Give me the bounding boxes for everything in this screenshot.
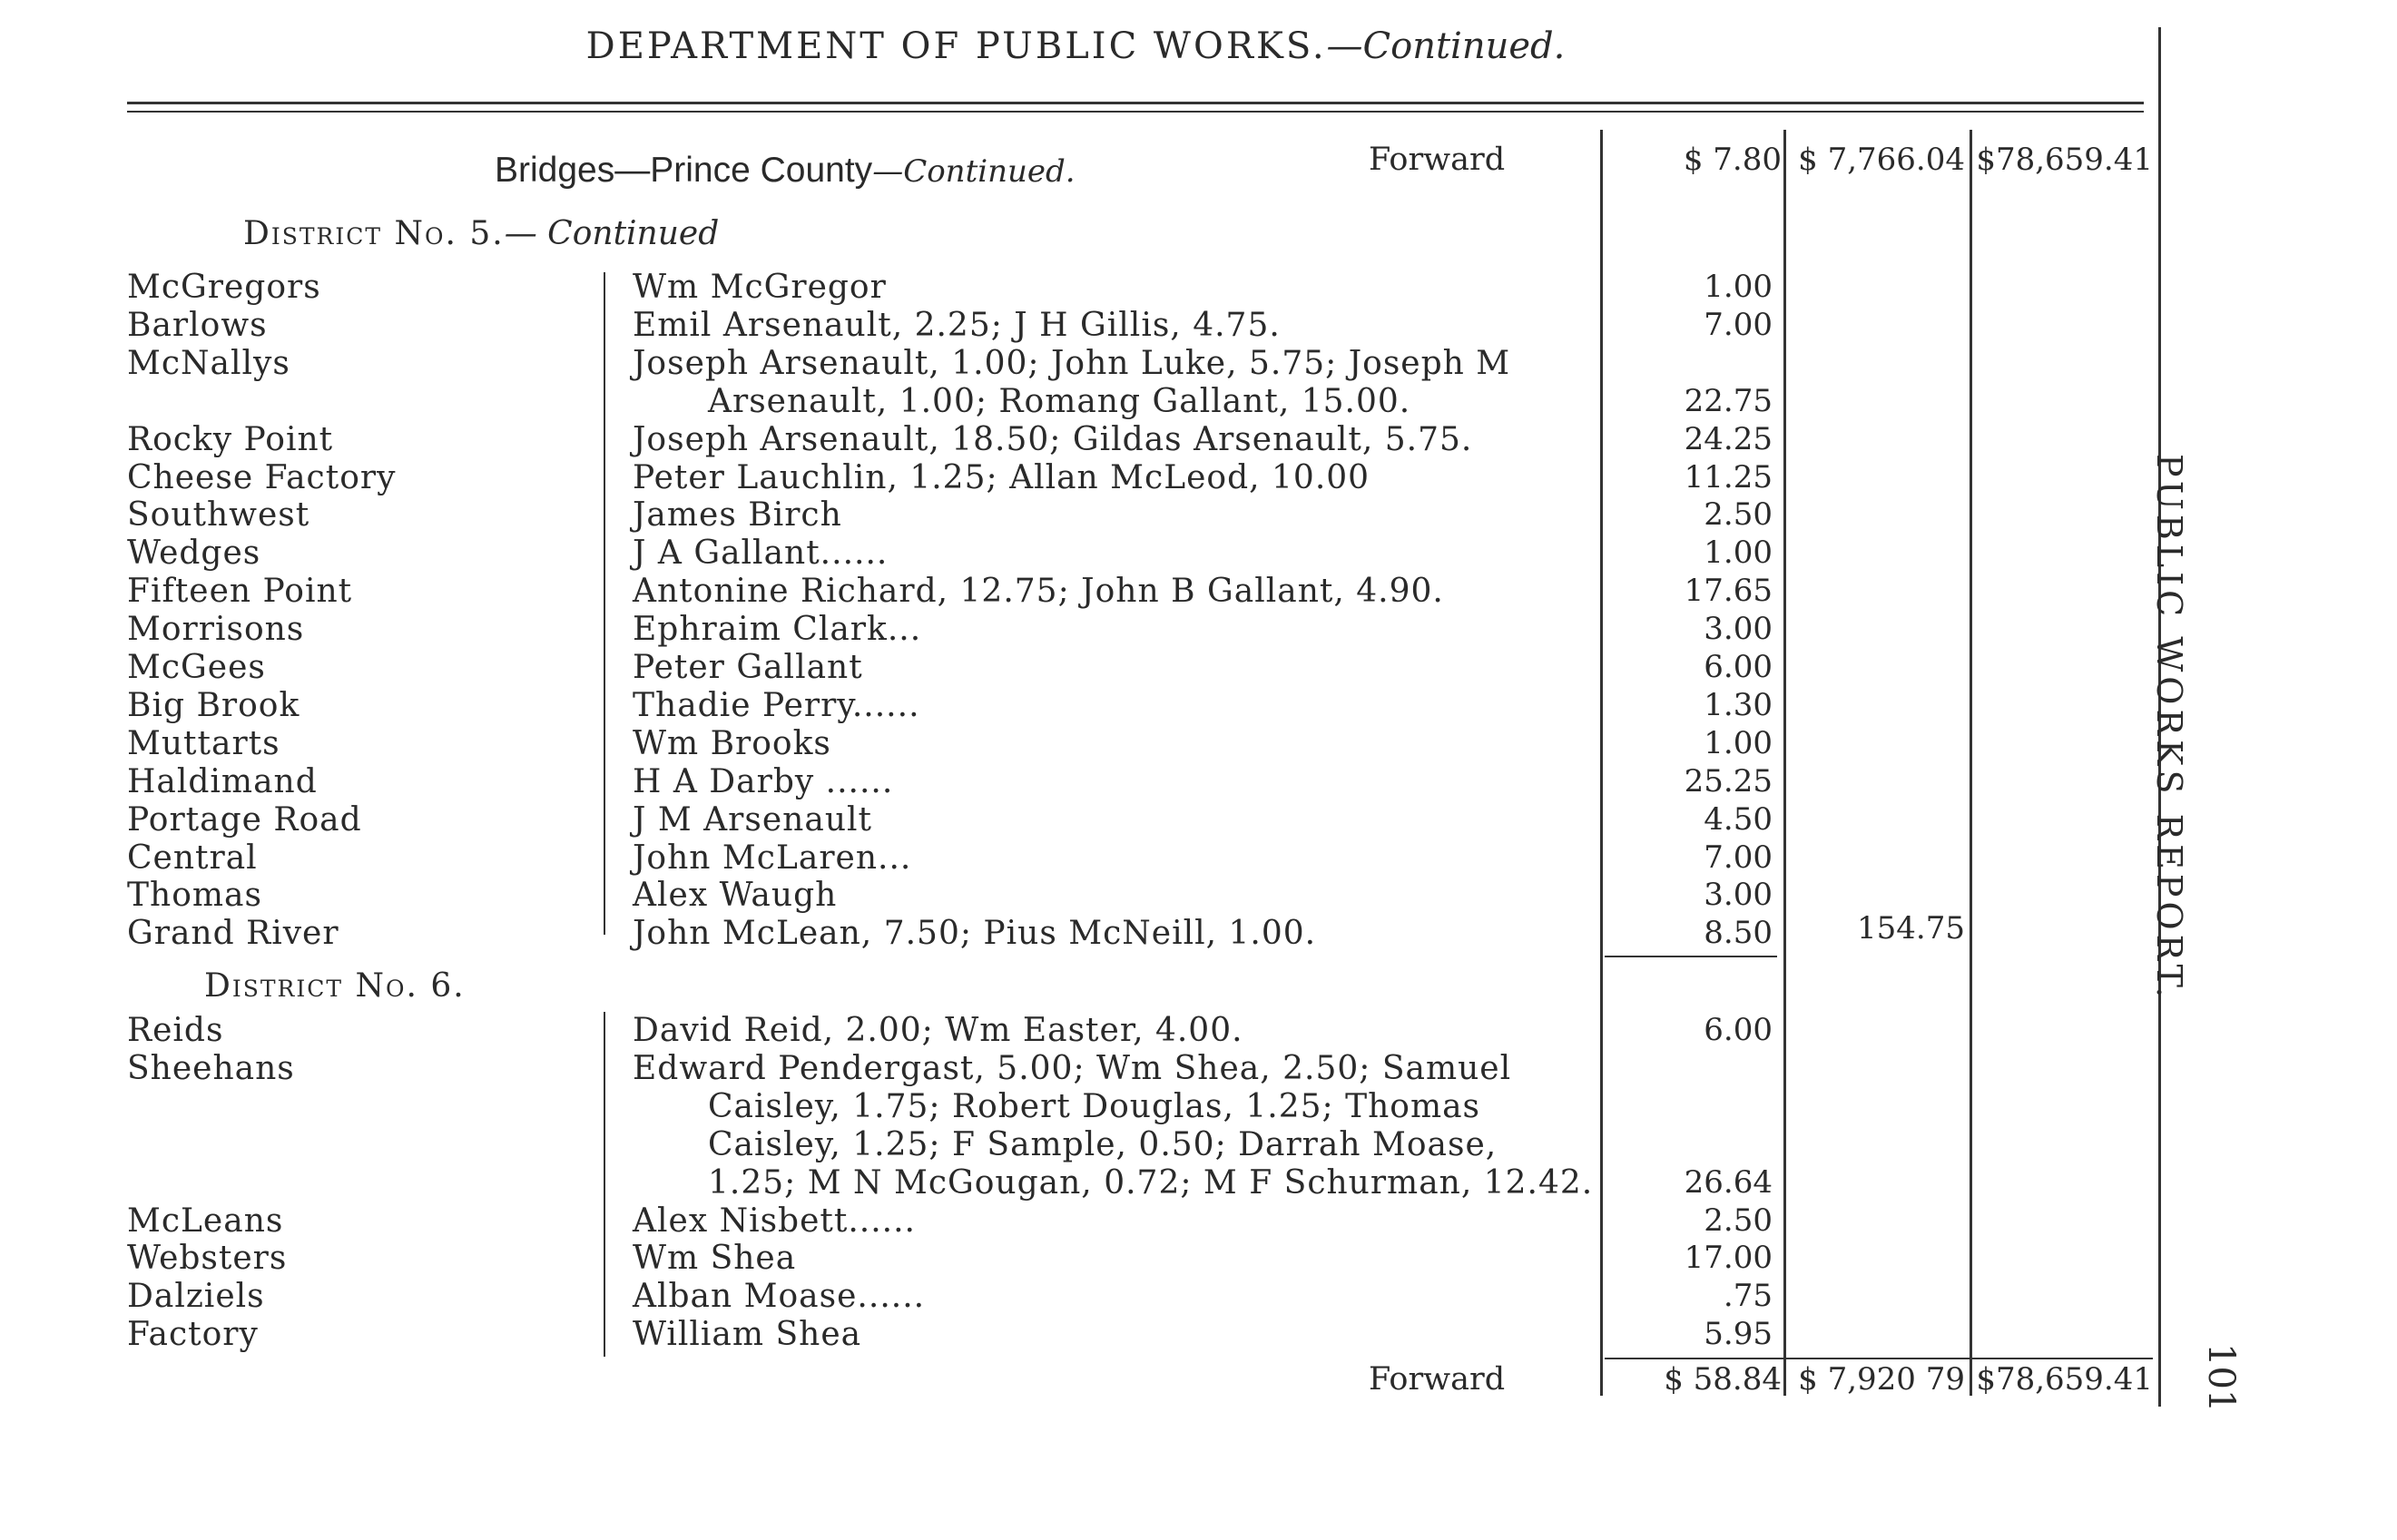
place-name: McNallys — [127, 344, 290, 382]
amount-value: 2.50 — [1704, 496, 1773, 534]
place-name: Rocky Point — [127, 420, 334, 458]
district-5-heading: District No. 5.— Continued — [243, 215, 720, 252]
payee-text: Joseph Arsenault, 1.00; John Luke, 5.75; Joseph M — [633, 344, 1511, 382]
payee-text: Alex Waugh — [633, 877, 838, 915]
amount-value: 24.25 — [1684, 420, 1773, 457]
place-name: Factory — [127, 1316, 259, 1354]
ledger-row — [0, 535, 1815, 573]
payee-text: Edward Pendergast, 5.00; Wm Shea, 2.50; Samuel — [633, 1049, 1512, 1087]
ledger-row — [0, 1202, 1815, 1241]
payee-text: James Birch — [633, 496, 842, 535]
place-name: Central — [127, 839, 258, 877]
payee-text: William Shea — [633, 1316, 862, 1354]
place-name: Sheehans — [127, 1049, 295, 1087]
ledger-row — [0, 1164, 1815, 1202]
header-continued: —Continued. — [1326, 25, 1566, 67]
ledger-row — [0, 915, 1815, 953]
payee-text: David Reid, 2.00; Wm Easter, 4.00. — [633, 1012, 1243, 1049]
amount-value: 17.65 — [1684, 573, 1773, 610]
forward-top-col3: $78,659.41 — [1976, 142, 2153, 178]
payee-text: Alban Moase...... — [633, 1278, 926, 1316]
place-name: Grand River — [127, 915, 339, 953]
ledger-row — [0, 687, 1815, 725]
payee-text: Caisley, 1.75; Robert Douglas, 1.25; Thomas — [708, 1087, 1481, 1125]
header-rule-2 — [127, 111, 2144, 113]
place-name: Websters — [127, 1240, 288, 1278]
margin-report-title: PUBLIC WORKS REPORT. — [2149, 454, 2189, 1003]
place-name: McGregors — [127, 269, 321, 306]
amount-value: 17.00 — [1684, 1240, 1773, 1277]
amount-value: 2.50 — [1704, 1202, 1773, 1239]
payee-text: Emil Arsenault, 2.25; J H Gillis, 4.75. — [633, 306, 1281, 344]
place-name: Barlows — [127, 306, 268, 344]
place-name: Fifteen Point — [127, 573, 353, 611]
ledger-row — [0, 345, 1815, 383]
ledger-row — [0, 383, 1815, 421]
payee-text: H A Darby ...... — [633, 762, 894, 800]
district-6-heading: District No. 6. — [204, 967, 466, 1005]
payee-text: Wm Brooks — [633, 724, 831, 762]
payee-text: J M Arsenault — [633, 800, 872, 839]
payee-text: Caisley, 1.25; F Sample, 0.50; Darrah Moase, — [708, 1125, 1498, 1163]
payee-text: Wm McGregor — [633, 269, 887, 306]
ledger-row — [0, 421, 1815, 459]
forward-top-label: Forward — [1369, 142, 1506, 178]
forward-bottom-label: Forward — [1369, 1361, 1506, 1398]
payee-text: Peter Gallant — [633, 649, 863, 686]
place-name: Muttarts — [127, 724, 280, 762]
place-name: Morrisons — [127, 611, 305, 649]
place-name: Haldimand — [127, 762, 318, 800]
district-5-total: 154.75 — [1857, 910, 1965, 947]
ledger-row — [0, 496, 1815, 535]
page-number: 101 — [2200, 1343, 2242, 1413]
ledger-row — [0, 1088, 1815, 1126]
amount-value: 5.95 — [1704, 1316, 1773, 1353]
ledger-row — [0, 1316, 1815, 1354]
forward-top-col2: $ 7,766.04 — [1798, 142, 1965, 178]
place-name: Cheese Factory — [127, 458, 397, 496]
amount-value: 25.25 — [1684, 762, 1773, 799]
place-name: McGees — [127, 649, 266, 686]
amount-value: 3.00 — [1704, 611, 1773, 648]
place-name: Southwest — [127, 496, 310, 535]
amount-value: 1.00 — [1704, 269, 1773, 305]
amount-value: 11.25 — [1684, 458, 1773, 495]
ledger-row — [0, 307, 1815, 345]
ledger-row — [0, 573, 1815, 611]
amount-value: 4.50 — [1704, 800, 1773, 838]
place-name: Wedges — [127, 535, 261, 573]
amount-value: 7.00 — [1704, 839, 1773, 876]
ledger-row — [0, 459, 1815, 497]
ledger-row — [0, 877, 1815, 915]
ledger-row — [0, 1012, 1815, 1050]
ledger-row — [0, 1240, 1815, 1278]
amount-value: 1.00 — [1704, 535, 1773, 572]
amount-value: 6.00 — [1704, 1012, 1773, 1048]
payee-text: J A Gallant...... — [633, 535, 889, 573]
section-title: Bridges—Prince County—Continued. — [495, 151, 1076, 190]
ledger-row — [0, 269, 1815, 307]
page-header — [0, 25, 2151, 67]
payee-text: Joseph Arsenault, 18.50; Gildas Arsenault, 5.75. — [633, 420, 1473, 458]
ledger-row — [0, 763, 1815, 801]
amount-value: 26.64 — [1684, 1163, 1773, 1201]
payee-text: Antonine Richard, 12.75; John B Gallant, 4.90. — [633, 573, 1444, 611]
ledger-row — [0, 649, 1815, 687]
forward-bottom-col1: $ 58.84 — [1664, 1361, 1782, 1398]
payee-text: John McLean, 7.50; Pius McNeill, 1.00. — [633, 915, 1317, 953]
ledger-row — [0, 839, 1815, 878]
payee-text: Arsenault, 1.00; Romang Gallant, 15.00. — [708, 382, 1411, 420]
subtotal-rule — [1605, 956, 1777, 957]
amount-value: 1.30 — [1704, 686, 1773, 723]
header-title: DEPARTMENT OF PUBLIC WORKS. — [585, 25, 1327, 67]
place-name: Thomas — [127, 877, 262, 915]
payee-text: Wm Shea — [633, 1240, 797, 1278]
ledger-row — [0, 801, 1815, 839]
ledger-row — [0, 1126, 1815, 1164]
place-name: McLeans — [127, 1202, 284, 1240]
ledger-row — [0, 725, 1815, 763]
payee-text: Alex Nisbett...... — [633, 1202, 916, 1240]
payee-text: Ephraim Clark... — [633, 611, 922, 649]
payee-text: 1.25; M N McGougan, 0.72; M F Schurman, 12.42. — [708, 1163, 1594, 1202]
forward-top-col1: $ 7.80 — [1683, 142, 1782, 178]
amount-value: 7.00 — [1704, 306, 1773, 343]
amount-value: 3.00 — [1704, 877, 1773, 914]
amount-value: 1.00 — [1704, 724, 1773, 761]
payee-text: Peter Lauchlin, 1.25; Allan McLeod, 10.00 — [633, 458, 1370, 496]
place-name: Portage Road — [127, 800, 362, 839]
amount-value: 22.75 — [1684, 382, 1773, 419]
ledger-row — [0, 611, 1815, 649]
amount-value: .75 — [1723, 1278, 1773, 1315]
ledger-row — [0, 1278, 1815, 1316]
header-rule-1 — [127, 102, 2144, 104]
place-name: Dalziels — [127, 1278, 265, 1316]
forward-bottom-col2: $ 7,920 79 — [1798, 1361, 1965, 1398]
amount-value: 8.50 — [1704, 915, 1773, 952]
payee-text: John McLaren... — [633, 839, 912, 877]
column-rule-3 — [1970, 130, 1972, 1396]
ledger-row — [0, 1050, 1815, 1088]
forward-bottom-col3: $78,659.41 — [1976, 1361, 2153, 1398]
place-name: Big Brook — [127, 686, 300, 724]
amount-value: 6.00 — [1704, 649, 1773, 685]
forward-bottom-rule — [1605, 1358, 2153, 1359]
payee-text: Thadie Perry...... — [633, 686, 920, 724]
place-name: Reids — [127, 1012, 224, 1049]
